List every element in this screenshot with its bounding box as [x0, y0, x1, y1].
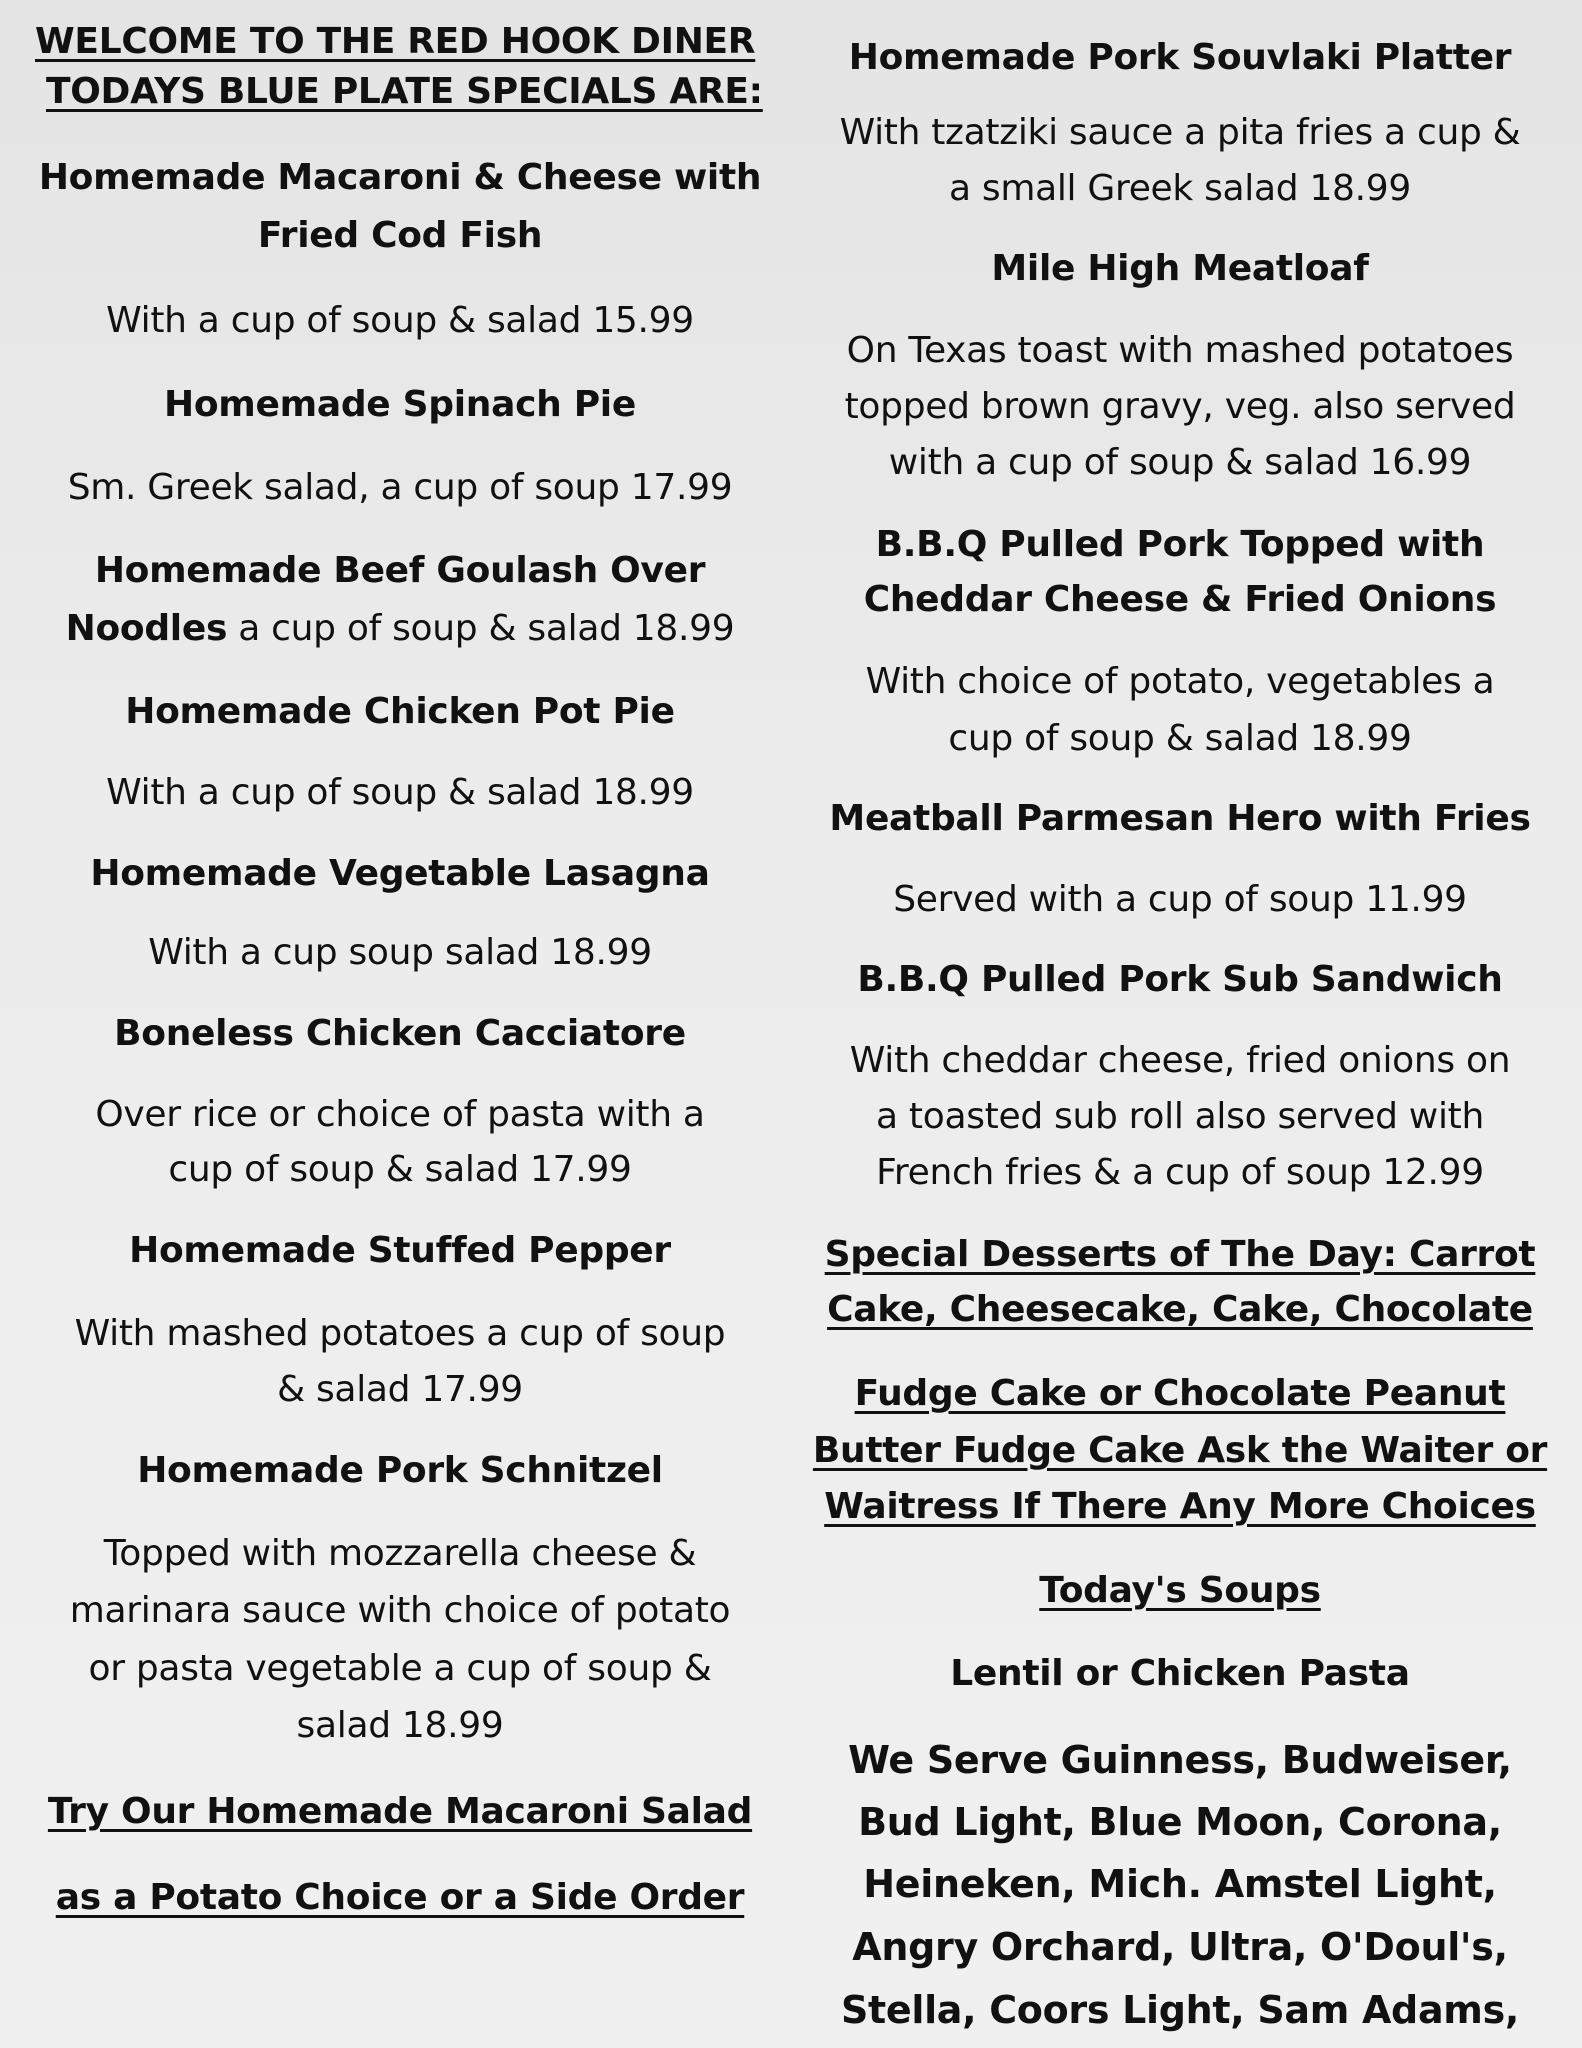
item-title: B.B.Q Pulled Pork Sub Sandwich	[857, 959, 1503, 1000]
item-description: On Texas toast with mashed potatoes	[846, 330, 1514, 371]
item-description: With mashed potatoes a cup of soup	[74, 1313, 726, 1354]
beer-list: Bud Light, Blue Moon, Corona,	[858, 1800, 1502, 1844]
item-title: Mile High Meatloaf	[991, 248, 1369, 289]
item-title: Homemade Pork Schnitzel	[137, 1450, 663, 1491]
item-description: or pasta vegetable a cup of soup &	[88, 1648, 712, 1689]
item-title: Homemade Vegetable Lasagna	[90, 853, 710, 894]
desserts-note: Butter Fudge Cake Ask the Waiter or	[812, 1430, 1548, 1471]
item-description: Sm. Greek salad, a cup of soup 17.99	[67, 467, 733, 508]
macaroni-salad-note: Try Our Homemade Macaroni Salad	[47, 1791, 753, 1832]
item-description: With a cup of soup & salad 15.99	[106, 300, 694, 341]
item-title: Boneless Chicken Cacciatore	[114, 1013, 686, 1054]
beer-list: Heineken, Mich. Amstel Light,	[863, 1862, 1497, 1906]
item-description: With choice of potato, vegetables a	[865, 661, 1495, 702]
item-title: Meatball Parmesan Hero with Fries	[829, 798, 1531, 839]
desserts-note: Waitress If There Any More Choices	[824, 1486, 1536, 1527]
item-description: topped brown gravy, veg. also served	[844, 386, 1516, 427]
specials-header: TODAYS BLUE PLATE SPECIALS ARE:	[46, 71, 763, 112]
item-title-mixed	[20, 607, 780, 651]
item-description: a cup of soup & salad 18.99	[227, 608, 735, 649]
item-description: marinara sauce with choice of potato	[69, 1590, 731, 1631]
item-title: Homemade Macaroni & Cheese with	[38, 157, 762, 198]
item-description: Served with a cup of soup 11.99	[893, 879, 1467, 920]
desserts-note: Fudge Cake or Chocolate Peanut	[854, 1373, 1506, 1414]
item-description: salad 18.99	[296, 1705, 504, 1746]
beer-list: We Serve Guinness, Budweiser,	[848, 1738, 1512, 1782]
item-description: Over rice or choice of pasta with a	[95, 1094, 705, 1135]
soups-list: Lentil or Chicken Pasta	[950, 1653, 1410, 1694]
item-description: & salad 17.99	[277, 1369, 523, 1410]
soups-heading: Today's Soups	[1039, 1570, 1321, 1611]
item-title: Fried Cod Fish	[257, 215, 543, 256]
desserts-note: Cake, Cheesecake, Cake, Chocolate	[827, 1289, 1533, 1330]
welcome-header: WELCOME TO THE RED HOOK DINER	[35, 21, 756, 62]
item-description: With a cup of soup & salad 18.99	[106, 772, 694, 813]
item-description: a small Greek salad 18.99	[948, 168, 1412, 209]
item-description: French fries & a cup of soup 12.99	[876, 1152, 1484, 1193]
item-description: a toasted sub roll also served with	[876, 1096, 1484, 1137]
item-title: Homemade Spinach Pie	[164, 384, 636, 425]
desserts-note: Special Desserts of The Day: Carrot	[824, 1234, 1536, 1275]
item-title: Homemade Beef Goulash Over	[94, 550, 706, 591]
item-title: Homemade Chicken Pot Pie	[125, 691, 675, 732]
item-description: with a cup of soup & salad 16.99	[888, 442, 1472, 483]
beer-list: Angry Orchard, Ultra, O'Doul's,	[852, 1925, 1508, 1969]
item-title: Homemade Pork Souvlaki Platter	[848, 37, 1512, 78]
item-title: Homemade Stuffed Pepper	[129, 1230, 671, 1271]
item-description: cup of soup & salad 18.99	[948, 718, 1412, 759]
item-title: B.B.Q Pulled Pork Topped with	[875, 524, 1485, 565]
item-description: With cheddar cheese, fried onions on	[849, 1040, 1511, 1081]
item-description: With a cup soup salad 18.99	[148, 932, 652, 973]
item-title-bold: Noodles	[65, 608, 228, 649]
beer-list: Stella, Coors Light, Sam Adams,	[840, 1988, 1520, 2032]
item-description: cup of soup & salad 17.99	[168, 1149, 632, 1190]
macaroni-salad-note: as a Potato Choice or a Side Order	[55, 1877, 745, 1918]
item-description: With tzatziki sauce a pita fries a cup &	[839, 112, 1521, 153]
item-description: Topped with mozzarella cheese &	[103, 1533, 697, 1574]
item-title: Cheddar Cheese & Fried Onions	[863, 579, 1497, 620]
